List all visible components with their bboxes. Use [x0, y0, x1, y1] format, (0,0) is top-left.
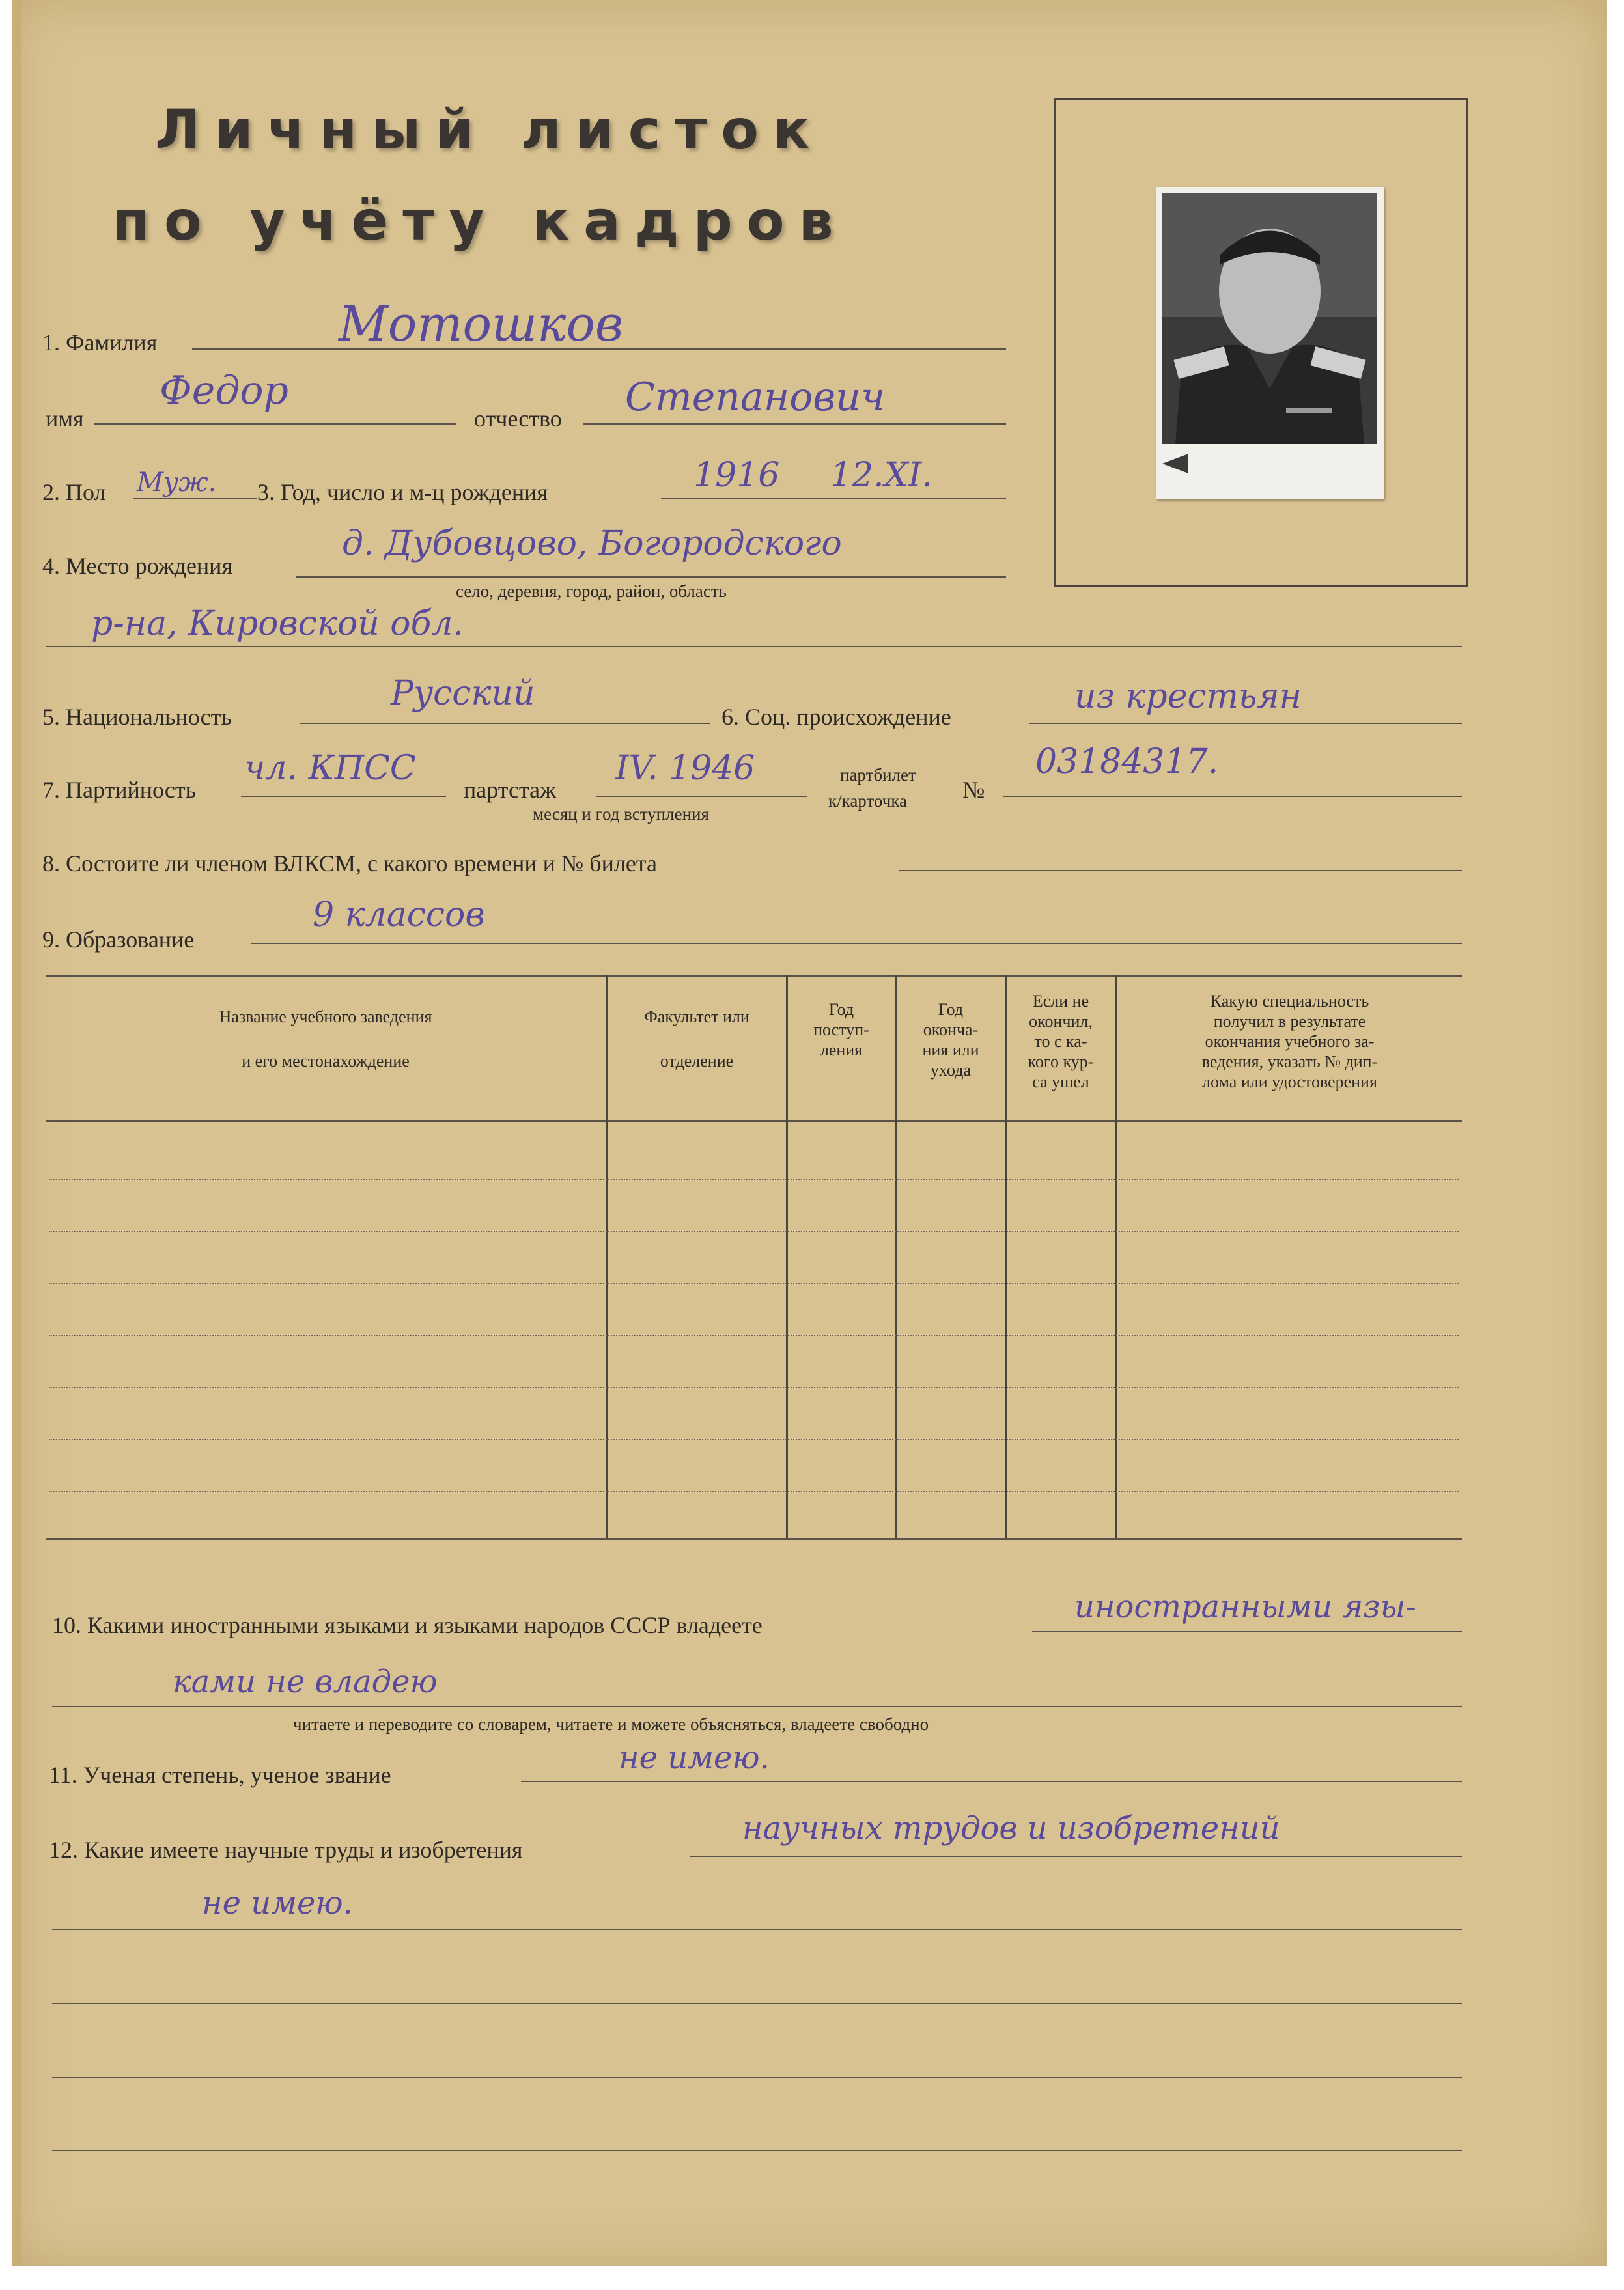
table-header-institution: Название учебного заведения и его местонахождение: [219, 1007, 432, 1070]
label-birthplace: 4. Место рождения: [42, 553, 233, 579]
value-origin: из крестьян: [1074, 677, 1302, 716]
table-row-line: [49, 1179, 1459, 1180]
table-top-border: [46, 975, 1462, 977]
label-party: 7. Партийность: [42, 777, 197, 803]
table-col-divider-4: [1005, 975, 1007, 1538]
label-number-sign: №: [962, 777, 985, 803]
line-languages-2: [52, 1706, 1462, 1707]
portrait-image: [1162, 193, 1377, 444]
value-languages-line1: иностранными язы-: [1074, 1589, 1416, 1625]
table-header-course-left: Если не окончил, то с ка- кого кур- са ушел: [1028, 992, 1094, 1091]
value-surname: Мотошков: [339, 296, 623, 352]
document-title-line2: по учёту кадров: [112, 189, 848, 253]
label-nationality: 5. Национальность: [42, 704, 232, 730]
label-works: 12. Какие имеете научные труды и изобретения: [49, 1837, 523, 1863]
portrait-photo: [1156, 187, 1384, 499]
table-header-specialty: Какую специальность получил в результате окончания учебного за- ведения, указать № дип- лома или удостоверения: [1201, 992, 1378, 1091]
label-education: 9. Образование: [42, 927, 195, 953]
value-sex: Муж.: [137, 468, 217, 497]
table-bottom-border: [46, 1538, 1462, 1540]
line-name: [94, 423, 456, 425]
label-surname: 1. Фамилия: [42, 329, 158, 356]
table-row-line: [49, 1231, 1459, 1232]
line-works-2: [52, 1929, 1462, 1930]
table-col-divider-3: [895, 975, 897, 1538]
line-birthplace-2: [46, 646, 1462, 647]
blank-line: [52, 2150, 1462, 2151]
line-party: [241, 796, 446, 797]
value-works-line2: не имею.: [202, 1885, 353, 1921]
table-header-year-exit: Год оконча- ния или ухода: [922, 1000, 979, 1080]
value-languages-line2: ками не владею: [173, 1664, 438, 1700]
document-title-line1: Личный листок: [155, 98, 824, 161]
label-vlksm: 8. Состоите ли членом ВЛКСМ, с какого времени и № билета: [42, 850, 657, 876]
table-col-divider-5: [1115, 975, 1117, 1538]
value-patronymic: Степанович: [625, 374, 886, 420]
table-col-divider-2: [786, 975, 788, 1538]
line-vlksm: [899, 870, 1462, 871]
line-sex: [133, 498, 257, 499]
value-birthplace-line2: р-на, Кировской обл.: [91, 604, 464, 643]
blank-line: [52, 2003, 1462, 2004]
table-row-line: [49, 1387, 1459, 1388]
value-party-card-number: 03184317.: [1035, 742, 1219, 781]
label-name: имя: [46, 406, 84, 432]
label-degree: 11. Ученая степень, ученое звание: [49, 1762, 391, 1788]
line-party-card: [1003, 796, 1462, 797]
line-nationality: [300, 723, 710, 724]
table-row-line: [49, 1491, 1459, 1492]
table-header-border: [46, 1120, 1462, 1122]
table-row-line: [49, 1283, 1459, 1284]
label-languages: 10. Какими иностранными языками и языками народов СССР владеете: [52, 1612, 763, 1638]
line-languages-1: [1032, 1631, 1462, 1632]
label-birth: 3. Год, число и м-ц рождения: [257, 479, 548, 505]
value-party-tenure: IV. 1946: [615, 749, 755, 788]
line-birthplace-1: [296, 576, 1006, 578]
label-party-tenure: партстаж: [464, 777, 556, 803]
value-works-line1: научных трудов и изобретений: [742, 1810, 1280, 1847]
table-col-divider-1: [606, 975, 608, 1538]
value-degree: не имею.: [619, 1740, 770, 1776]
value-birthplace-line1: д. Дубовцово, Богородского: [342, 524, 842, 563]
table-row-line: [49, 1335, 1459, 1336]
value-party: чл. КПСС: [244, 749, 416, 788]
line-works-1: [690, 1856, 1462, 1857]
value-birth-date: 12.XI.: [830, 456, 932, 495]
line-birth: [661, 498, 1006, 499]
hint-party-tenure: месяц и год вступления: [533, 804, 709, 824]
line-party-tenure: [596, 796, 807, 797]
paper-edge: [12, 0, 21, 2266]
table-header-faculty: Факультет или отделение: [644, 1007, 749, 1070]
label-party-card-top: партбилет: [840, 765, 916, 785]
value-birth-year: 1916: [693, 456, 780, 495]
label-origin: 6. Соц. происхождение: [721, 704, 951, 730]
label-party-card-bottom: к/карточка: [828, 791, 907, 811]
label-sex: 2. Пол: [42, 479, 106, 505]
photo-corner-mark: [1162, 454, 1201, 473]
label-patronymic: отчество: [474, 406, 562, 432]
line-patronymic: [583, 423, 1006, 425]
value-name: Федор: [160, 368, 288, 413]
hint-birthplace: село, деревня, город, район, область: [456, 581, 727, 601]
line-degree: [521, 1781, 1462, 1782]
table-row-line: [49, 1439, 1459, 1440]
line-education: [251, 943, 1462, 944]
value-education: 9 классов: [313, 895, 485, 934]
table-header-year-entry: Год поступ- ления: [813, 1000, 869, 1059]
blank-line: [52, 2077, 1462, 2078]
line-origin: [1029, 723, 1462, 724]
value-nationality: Русский: [391, 674, 535, 713]
hint-languages: читаете и переводите со словарем, читаете и можете объясняться, владеете свободно: [293, 1714, 929, 1734]
